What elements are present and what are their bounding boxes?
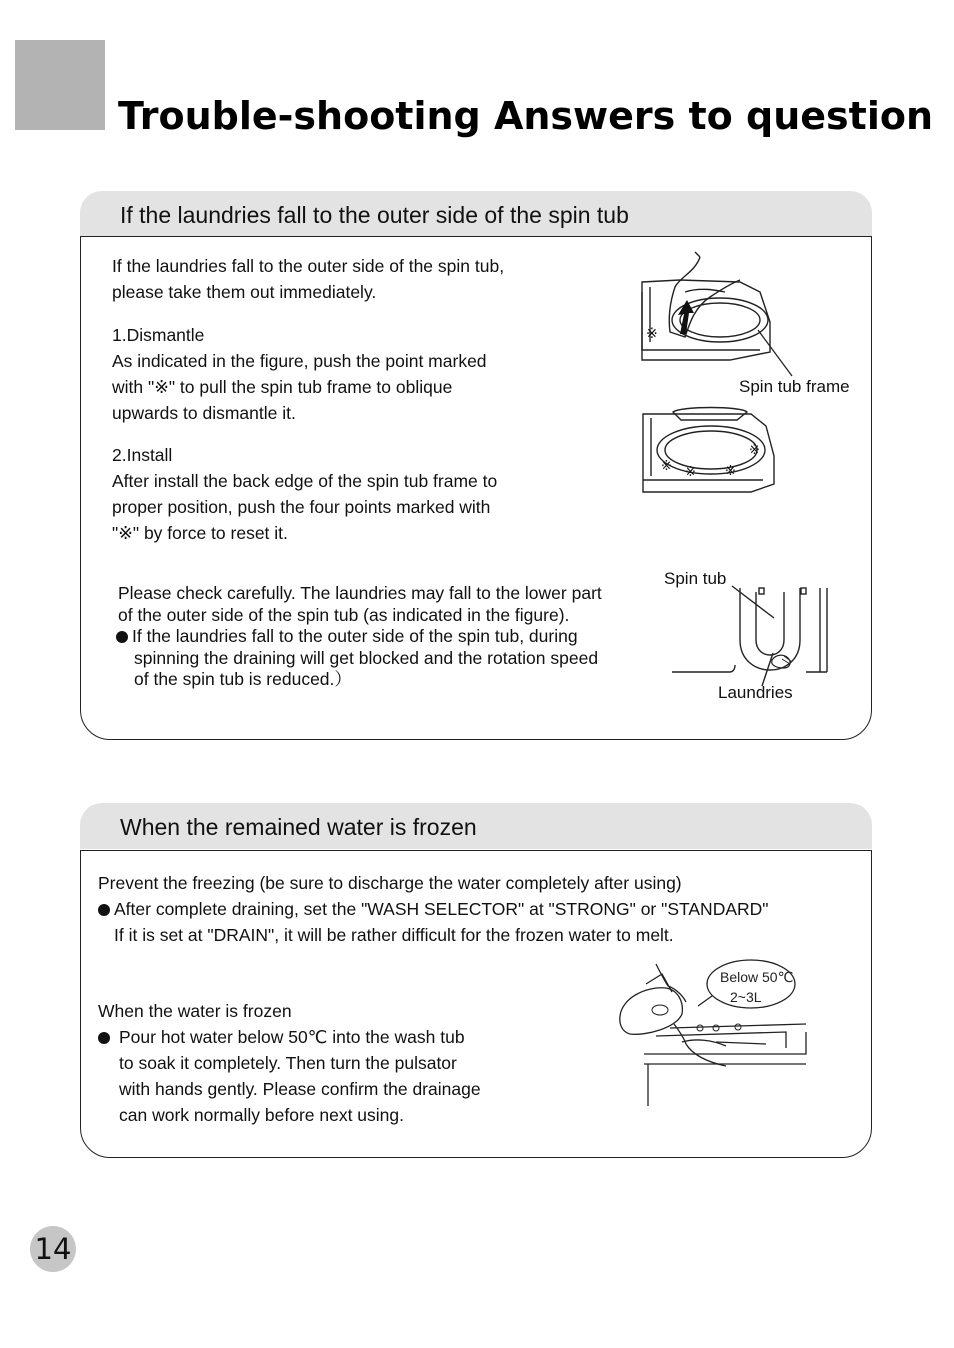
install-line-1: After install the back edge of the spin tub frame to xyxy=(112,471,498,491)
install-line-3: "※" by force to reset it. xyxy=(112,523,288,543)
page-number-badge xyxy=(30,1226,76,1272)
dismantle-line-1: As indicated in the figure, push the point marked xyxy=(112,351,487,371)
bullet2-line-1: Pour hot water below 50℃ into the wash tub xyxy=(119,1027,465,1047)
intro-line-1: If the laundries fall to the outer side of the spin tub, xyxy=(112,256,505,276)
section1-dismantle xyxy=(112,322,487,426)
page-title: Trouble-shooting Answers to question xyxy=(118,94,934,138)
section1-install xyxy=(112,442,497,546)
bullet1-line-1: After complete draining, set the "WASH SELECTOR" at "STRONG" or "STANDARD" xyxy=(114,899,769,919)
bullet-line-3: of the spin tub is reduced.） xyxy=(134,669,352,689)
dismantle-line-3: upwards to dismantle it. xyxy=(112,403,296,423)
dismantle-illustration xyxy=(640,252,780,372)
install-illustration xyxy=(641,406,777,496)
section1-intro xyxy=(112,253,504,305)
dismantle-title: 1.Dismantle xyxy=(112,325,205,345)
fig-label-spin-tub: Spin tub xyxy=(664,569,727,588)
page-number: 14 xyxy=(34,1232,72,1266)
section1-bullet xyxy=(116,626,598,691)
bullet2-line-4: can work normally before next using. xyxy=(119,1105,404,1125)
dismantle-line-2: with "※" to pull the spin tub frame to oblique xyxy=(112,377,453,397)
svg-text:※: ※ xyxy=(661,459,672,474)
section1-header-title: If the laundries fall to the outer side of the spin tub xyxy=(120,202,629,228)
bullet-dot xyxy=(98,1032,110,1044)
check-line-1: Please check carefully. The laundries may fall to the lower part xyxy=(118,583,602,603)
install-line-2: proper position, push the four points marked with xyxy=(112,497,491,517)
svg-text:※: ※ xyxy=(685,465,696,480)
svg-text:※: ※ xyxy=(749,443,760,458)
bullet1-line-2: If it is set at "DRAIN", it will be rather difficult for the frozen water to melt. xyxy=(114,925,674,945)
bullet-dot xyxy=(116,631,128,643)
spin-tub-illustration xyxy=(670,580,830,700)
header-gray-square xyxy=(15,40,105,130)
bullet2-line-3: with hands gently. Please confirm the drainage xyxy=(119,1079,481,1099)
fig-label-laundries: Laundries xyxy=(718,683,793,702)
section2-header xyxy=(80,803,872,849)
section1-header xyxy=(80,191,872,237)
install-title: 2.Install xyxy=(112,445,173,465)
prevent-line: Prevent the freezing (be sure to discharge the water completely after using) xyxy=(98,873,682,893)
frozen-title: When the water is frozen xyxy=(98,1001,292,1021)
section2-header-title: When the remained water is frozen xyxy=(120,814,477,840)
check-line-2: of the outer side of the spin tub (as indicated in the figure). xyxy=(118,604,570,625)
section1-check xyxy=(118,583,602,626)
bullet-line-1: If the laundries fall to the outer side of the spin tub, during xyxy=(132,626,578,646)
bullet-line-2: spinning the draining will get blocked and the rotation speed xyxy=(134,647,599,668)
svg-text:※: ※ xyxy=(725,464,736,479)
bubble-temperature: Below 50℃ xyxy=(720,969,794,985)
intro-line-2: please take them out immediately. xyxy=(112,282,377,302)
section2-frozen xyxy=(98,998,481,1128)
bubble-volume: 2~3L xyxy=(730,989,762,1005)
fig-label-spin-tub-frame: Spin tub frame xyxy=(739,377,850,396)
svg-text:※: ※ xyxy=(646,326,658,342)
section2-prevent xyxy=(98,870,769,948)
bullet2-line-2: to soak it completely. Then turn the pulsator xyxy=(119,1053,457,1073)
bullet-dot xyxy=(98,904,110,916)
